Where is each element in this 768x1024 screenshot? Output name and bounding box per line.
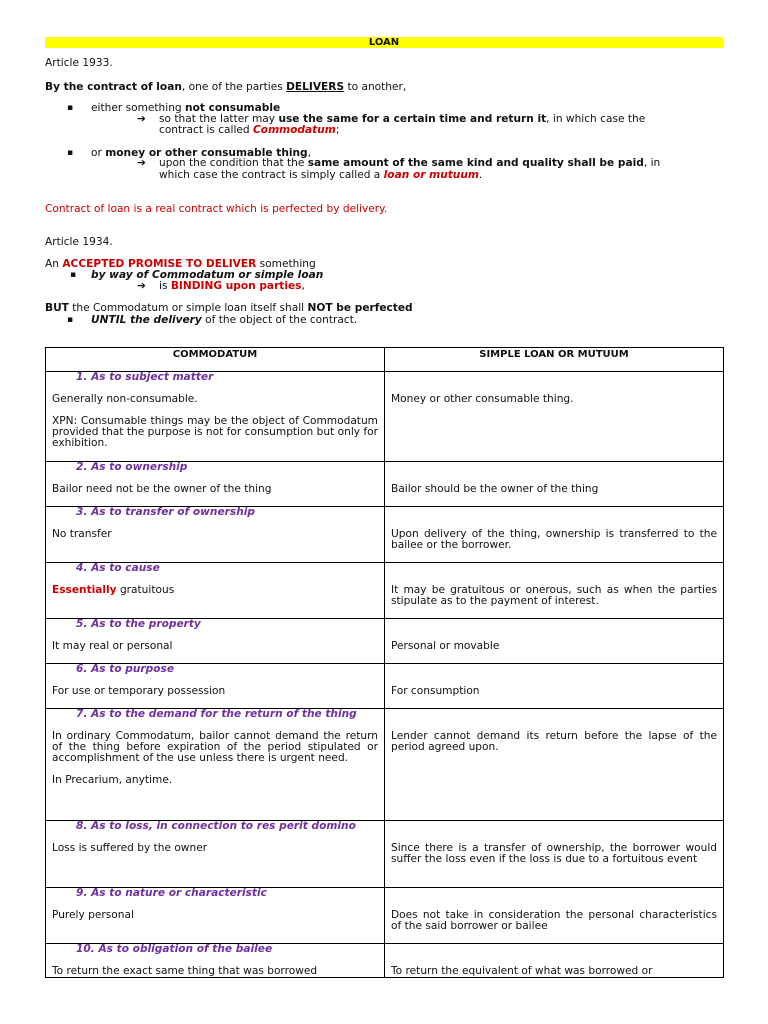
row-label: 6. As to purpose [76, 663, 175, 675]
article-1934-heading: Article 1934. [45, 236, 113, 248]
commodatum-definition-cont: contract is called Commodatum; [159, 124, 340, 136]
mutuum-cell: To return the equivalent of what was borrowed or [385, 944, 724, 978]
commodatum-cell: 3. As to transfer of ownership No transfer [46, 507, 385, 563]
page-title: LOAN [45, 37, 723, 48]
mutuum-cell: For consumption [385, 664, 724, 709]
bullet-icon: ▪ [67, 315, 74, 325]
bullet-icon: ▪ [67, 148, 74, 158]
until-delivery-line: UNTIL the delivery of the object of the contract. [91, 314, 358, 326]
column-header-commodatum: COMMODATUM [46, 348, 385, 372]
table-row [46, 507, 724, 563]
article-1933-intro: By the contract of loan, one of the parties DELIVERS to another, [45, 81, 407, 93]
mutuum-definition: upon the condition that the same amount of the same kind and quality shall be paid, in [159, 157, 661, 169]
column-header-mutuum: SIMPLE LOAN OR MUTUUM [385, 348, 724, 372]
commodatum-definition: so that the latter may use the same for a certain time and return it, in which case the [159, 113, 646, 125]
row-label: 5. As to the property [76, 618, 201, 630]
table-row [46, 462, 724, 507]
by-way-of-line: by way of Commodatum or simple loan [91, 269, 324, 281]
accepted-promise-line: An ACCEPTED PROMISE TO DELIVER something [45, 258, 316, 270]
comparison-table [45, 347, 724, 978]
row-label: 3. As to transfer of ownership [76, 506, 255, 518]
arrow-right-icon: ➔ [137, 280, 146, 292]
commodatum-cell: 8. As to loss, in connection to res perit domino Loss is suffered by the owner [46, 821, 385, 888]
table-row [46, 709, 724, 821]
mutuum-definition-cont: which case the contract is simply called a loan or mutuum. [159, 169, 483, 181]
table-row [46, 888, 724, 944]
table-row [46, 664, 724, 709]
mutuum-cell: Does not take in consideration the personal characteristics of the said borrower or bailee [385, 888, 724, 944]
bullet-icon: ▪ [67, 103, 74, 113]
row-label: 2. As to ownership [76, 461, 188, 473]
commodatum-cell: 9. As to nature or characteristic Purely personal [46, 888, 385, 944]
arrow-right-icon: ➔ [137, 157, 146, 169]
row-label: 8. As to loss, in connection to res perit domino [76, 820, 356, 832]
mutuum-cell: Upon delivery of the thing, ownership is transferred to the bailee or the borrower. [385, 507, 724, 563]
row-label: 4. As to cause [76, 562, 160, 574]
bullet-not-consumable: either something not consumable [91, 102, 281, 114]
row-label: 9. As to nature or characteristic [76, 887, 267, 899]
article-1933-heading: Article 1933. [45, 57, 113, 69]
commodatum-cell: 6. As to purpose For use or temporary possession [46, 664, 385, 709]
arrow-right-icon: ➔ [137, 113, 146, 125]
commodatum-cell: 4. As to cause Essentially gratuitous [46, 563, 385, 619]
mutuum-cell: It may be gratuitous or onerous, such as when the parties stipulate as to the payment of interest. [385, 563, 724, 619]
table-header-row [46, 348, 724, 372]
table-row [46, 619, 724, 664]
not-perfected-line: BUT the Commodatum or simple loan itself shall NOT be perfected [45, 302, 413, 314]
table-row [46, 563, 724, 619]
table-row [46, 821, 724, 888]
commodatum-cell: 10. As to obligation of the bailee To return the exact same thing that was borrowed [46, 944, 385, 978]
mutuum-cell: Since there is a transfer of ownership, the borrower would suffer the loss even if the loss is due to a fortuitous event [385, 821, 724, 888]
bullet-consumable: or money or other consumable thing, [91, 147, 311, 159]
bullet-icon: ▪ [70, 270, 77, 280]
commodatum-cell: 2. As to ownership Bailor need not be the owner of the thing [46, 462, 385, 507]
real-contract-note: Contract of loan is a real contract which is perfected by delivery. [45, 203, 388, 215]
table-row [46, 944, 724, 978]
mutuum-cell: Bailor should be the owner of the thing [385, 462, 724, 507]
binding-line: is BINDING upon parties, [159, 280, 305, 292]
row-label: 10. As to obligation of the bailee [76, 943, 273, 955]
commodatum-cell: 7. As to the demand for the return of the thing In ordinary Commodatum, bailor cannot demand the return of the thing before expiration of the period stipulated or accomplishment of the use unless there is urgent need. In Precarium, anytime. [46, 709, 385, 821]
commodatum-cell: 1. As to subject matter Generally non-consumable. XPN: Consumable things may be the object of Commodatum provided that the purpose is not for consumption but only for exhibition. [46, 372, 385, 462]
mutuum-cell: Lender cannot demand its return before the lapse of the period agreed upon. [385, 709, 724, 821]
row-label: 1. As to subject matter [76, 371, 214, 383]
commodatum-cell: 5. As to the property It may real or personal [46, 619, 385, 664]
mutuum-cell: Personal or movable [385, 619, 724, 664]
mutuum-cell: Money or other consumable thing. [385, 372, 724, 462]
table-row [46, 372, 724, 462]
row-label: 7. As to the demand for the return of the thing [76, 708, 357, 720]
